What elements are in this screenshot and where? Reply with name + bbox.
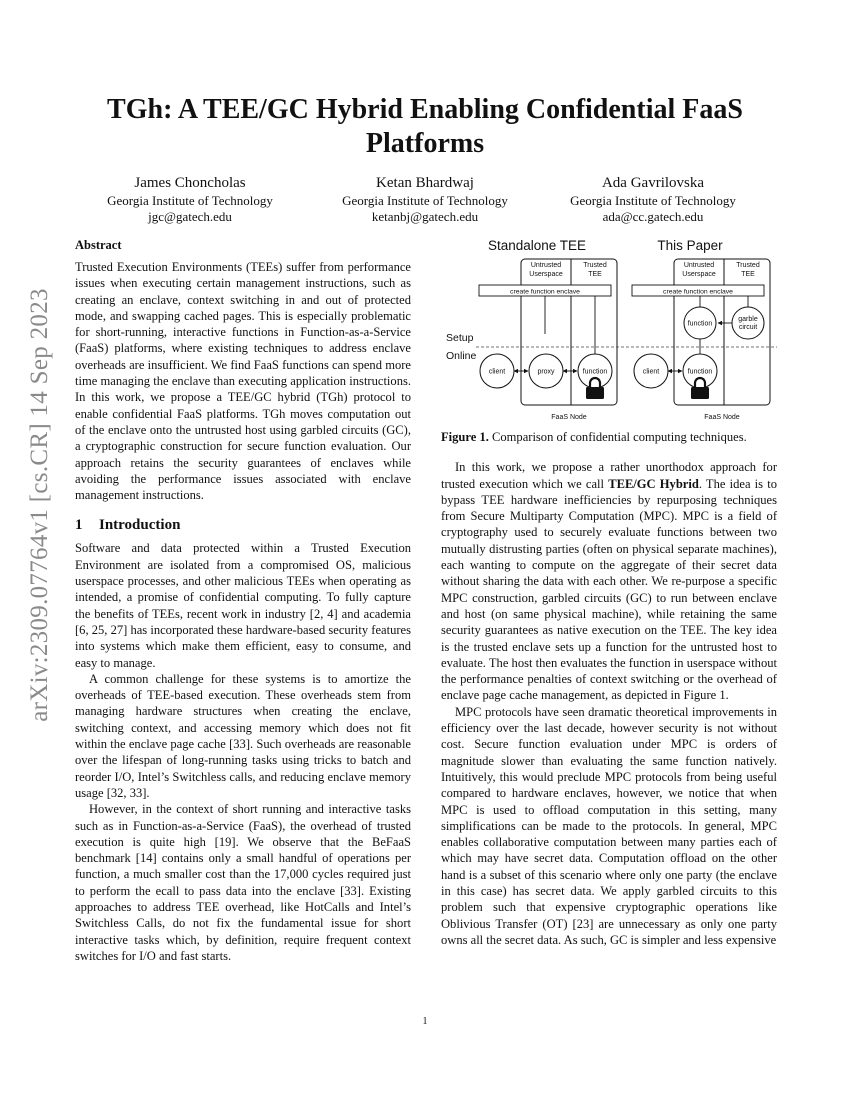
right-p1-after: . The idea is to bypass TEE hardware inefficiencies by repurposing techniques from Secure Multiparty Computation (MPC). MPC is a field of cryptography used to securely evaluate functions between two mutually distrusting parties (often on physical separate machines), each wanting to compute on the aggregate of their secret data without sharing the data with each other. We re-purpose a specific MPC construction, garbled circuits (GC) to run between enclave and host (on same physical machine), while retaining the same security guarantees as native execution on the TEE. The key idea is the trusted enclave sets up a function for the untrusted host to evaluate. The host then evaluates the function in userspace without the performance penalties of context switching or the overhead of enclave page cache management, as depicted in Figure 1. xyxy=(441,476,777,703)
fig-title-left: Standalone TEE xyxy=(487,238,587,253)
right-garble-label-line2: circuit xyxy=(738,324,758,331)
author-3 xyxy=(538,174,768,225)
author-email: ada@cc.gatech.edu xyxy=(602,209,704,224)
right-garble-label: garble xyxy=(738,316,758,323)
figure-1 xyxy=(441,237,777,427)
right-p1-before: In this work, we propose a rather unorthodox approach for trusted execution which we call xyxy=(441,460,777,491)
right-create-enclave-label: create function enclave xyxy=(663,288,733,296)
right-client-label: client xyxy=(642,368,660,376)
right-p1-bold: TEE/GC Hybrid xyxy=(608,476,699,491)
right-setup-function-label: function xyxy=(687,320,713,328)
right-garble-node xyxy=(732,307,764,339)
right-trusted-label: Trusted TEE xyxy=(736,262,760,278)
online-label: Online xyxy=(446,350,477,362)
intro-paragraph-2: A common challenge for these systems is to amortize the overheads of TEE-based execution. These overheads stem from managing hardware structures when creating the enclave, switching context, and accessing memory which does not fit within the enclave page cache [33]. Such overheads are reasonable over the lifespan of long-running tasks using tricks to batch and reorder I/O, Intel’s Switchless calls, and reducing enclave memory usage [32, 33]. xyxy=(75,671,411,800)
paper-title: TGh: A TEE/GC Hybrid Enabling Confidential FaaS Platforms xyxy=(107,94,743,159)
left-function-label: function xyxy=(582,368,608,376)
setup-label: Setup xyxy=(446,332,474,344)
arxiv-sidebar xyxy=(18,288,62,722)
section-heading xyxy=(75,516,411,534)
abstract-heading: Abstract xyxy=(75,238,122,252)
right-paragraph-2: MPC protocols have seen dramatic theoretical improvements in efficiency over the last decade, however security is not without cost. Secure function evaluation under MPC is orders of magnitude slower than evaluating the same function natively. Intuitively, this would preclude MPC protocols from being useful compared to hardware enclaves, however, we notice that when MPC is used to offload computation in this setting, many simplifications can be made to the protocols. In general, MPC enables collaborative computation between many parties each of which may have secret data. Computation offload on the other hand is a subset of this scenario where only one party (the enclave in this case) has secret data. We apply garbled circuits to this problem such that expensive cryptographic operations like Oblivious Transfer (OT) [23] are unnecessary as only one party owns all the secret data. As such, GC is simpler and less expensive xyxy=(441,704,777,947)
left-faas-node-label: FaaS Node xyxy=(551,414,587,421)
left-column xyxy=(75,237,411,964)
intro-paragraph-1: Software and data protected within a Trusted Execution Environment are isolated from a compromised OS, malicious userspace processes, and other malicious TEEs when operating as intended, a promise of confidential computing. To fully capture the benefits of TEEs, recent work in industry [2, 4] and academia [6, 25, 27] has incorporated these hardware-based security features into systems which make them efficient, easy to consume, and easy to manage. xyxy=(75,541,411,670)
author-affiliation: Georgia Institute of Technology xyxy=(570,193,736,208)
author-1 xyxy=(75,174,305,225)
author-affiliation: Georgia Institute of Technology xyxy=(342,193,508,208)
author-name: James Choncholas xyxy=(134,175,246,191)
figure-caption-text: Comparison of confidential computing techniques. xyxy=(492,430,747,444)
arxiv-identifier: arXiv:2309.07764v1 [cs.CR] 14 Sep 2023 xyxy=(26,288,53,722)
section-title: Introduction xyxy=(99,517,181,534)
left-untrusted-label: Untrusted Userspace xyxy=(529,262,563,278)
right-function-label: function xyxy=(687,368,713,376)
left-trusted-label: Trusted TEE xyxy=(583,262,607,278)
author-email: ketanbj@gatech.edu xyxy=(371,209,479,224)
author-name: Ada Gavrilovska xyxy=(601,175,705,191)
author-block xyxy=(75,174,775,229)
svg-text:garblecircuit xyxy=(738,316,758,331)
intro-paragraph-3: However, in the context of short running and interactive tasks such as in Function-as-a-Service (FaaS), the overhead of trusted execution is quite high [19]. We observe that the BeFaaS benchmark [14] contains only a small handful of operations per function, a much smaller cost than the 17,000 cycles required just to perform the ecall to pass data into the enclave [33]. Existing approaches to address TEE overhead, like HotCalls and Intel’s Switchless Calls, do not fix the fundamental issue for short interactive tasks which, by definition, require frequent context switches for I/O and fast starts. xyxy=(75,802,411,963)
page-number: 1 xyxy=(422,1016,428,1027)
right-paragraph-1 xyxy=(441,459,777,703)
abstract-text: Trusted Execution Environments (TEEs) suffer from performance issues when executing certain management instructions, such as creating an enclave, context switching in and out of protected mode, and swapping cached pages. This is especially problematic for short-running, interactive functions in Function-as-a-Service (FaaS) platforms, where existing techniques to address enclave overheads are insufficient. We find FaaS functions can spend more time managing the enclave than executing application instructions. In this work, we propose a TEE/GC hybrid (TGh) protocol to enable confidential FaaS platforms. TGh moves computation out of the enclave onto the untrusted host using garbled circuits (GC), a cryptographic construction for secure function evaluation. Our approach retains the security guarantees of enclaves while avoiding the performance issues associated with enclave management instructions. xyxy=(75,260,411,503)
section-number: 1 xyxy=(75,517,83,534)
right-column xyxy=(441,237,777,948)
figure-caption xyxy=(441,429,777,445)
left-create-enclave-label: create function enclave xyxy=(510,288,580,296)
fig-title-right: This Paper xyxy=(657,238,723,253)
author-email: jgc@gatech.edu xyxy=(148,209,232,224)
left-proxy-label: proxy xyxy=(537,368,555,376)
figure-caption-label: Figure 1. xyxy=(441,430,489,444)
right-untrusted-label: Untrusted Userspace xyxy=(682,262,716,278)
right-faas-node-label: FaaS Node xyxy=(704,414,740,421)
author-affiliation: Georgia Institute of Technology xyxy=(107,193,273,208)
author-name: Ketan Bhardwaj xyxy=(376,175,474,191)
left-client-label: client xyxy=(488,368,506,376)
author-2 xyxy=(310,174,540,225)
